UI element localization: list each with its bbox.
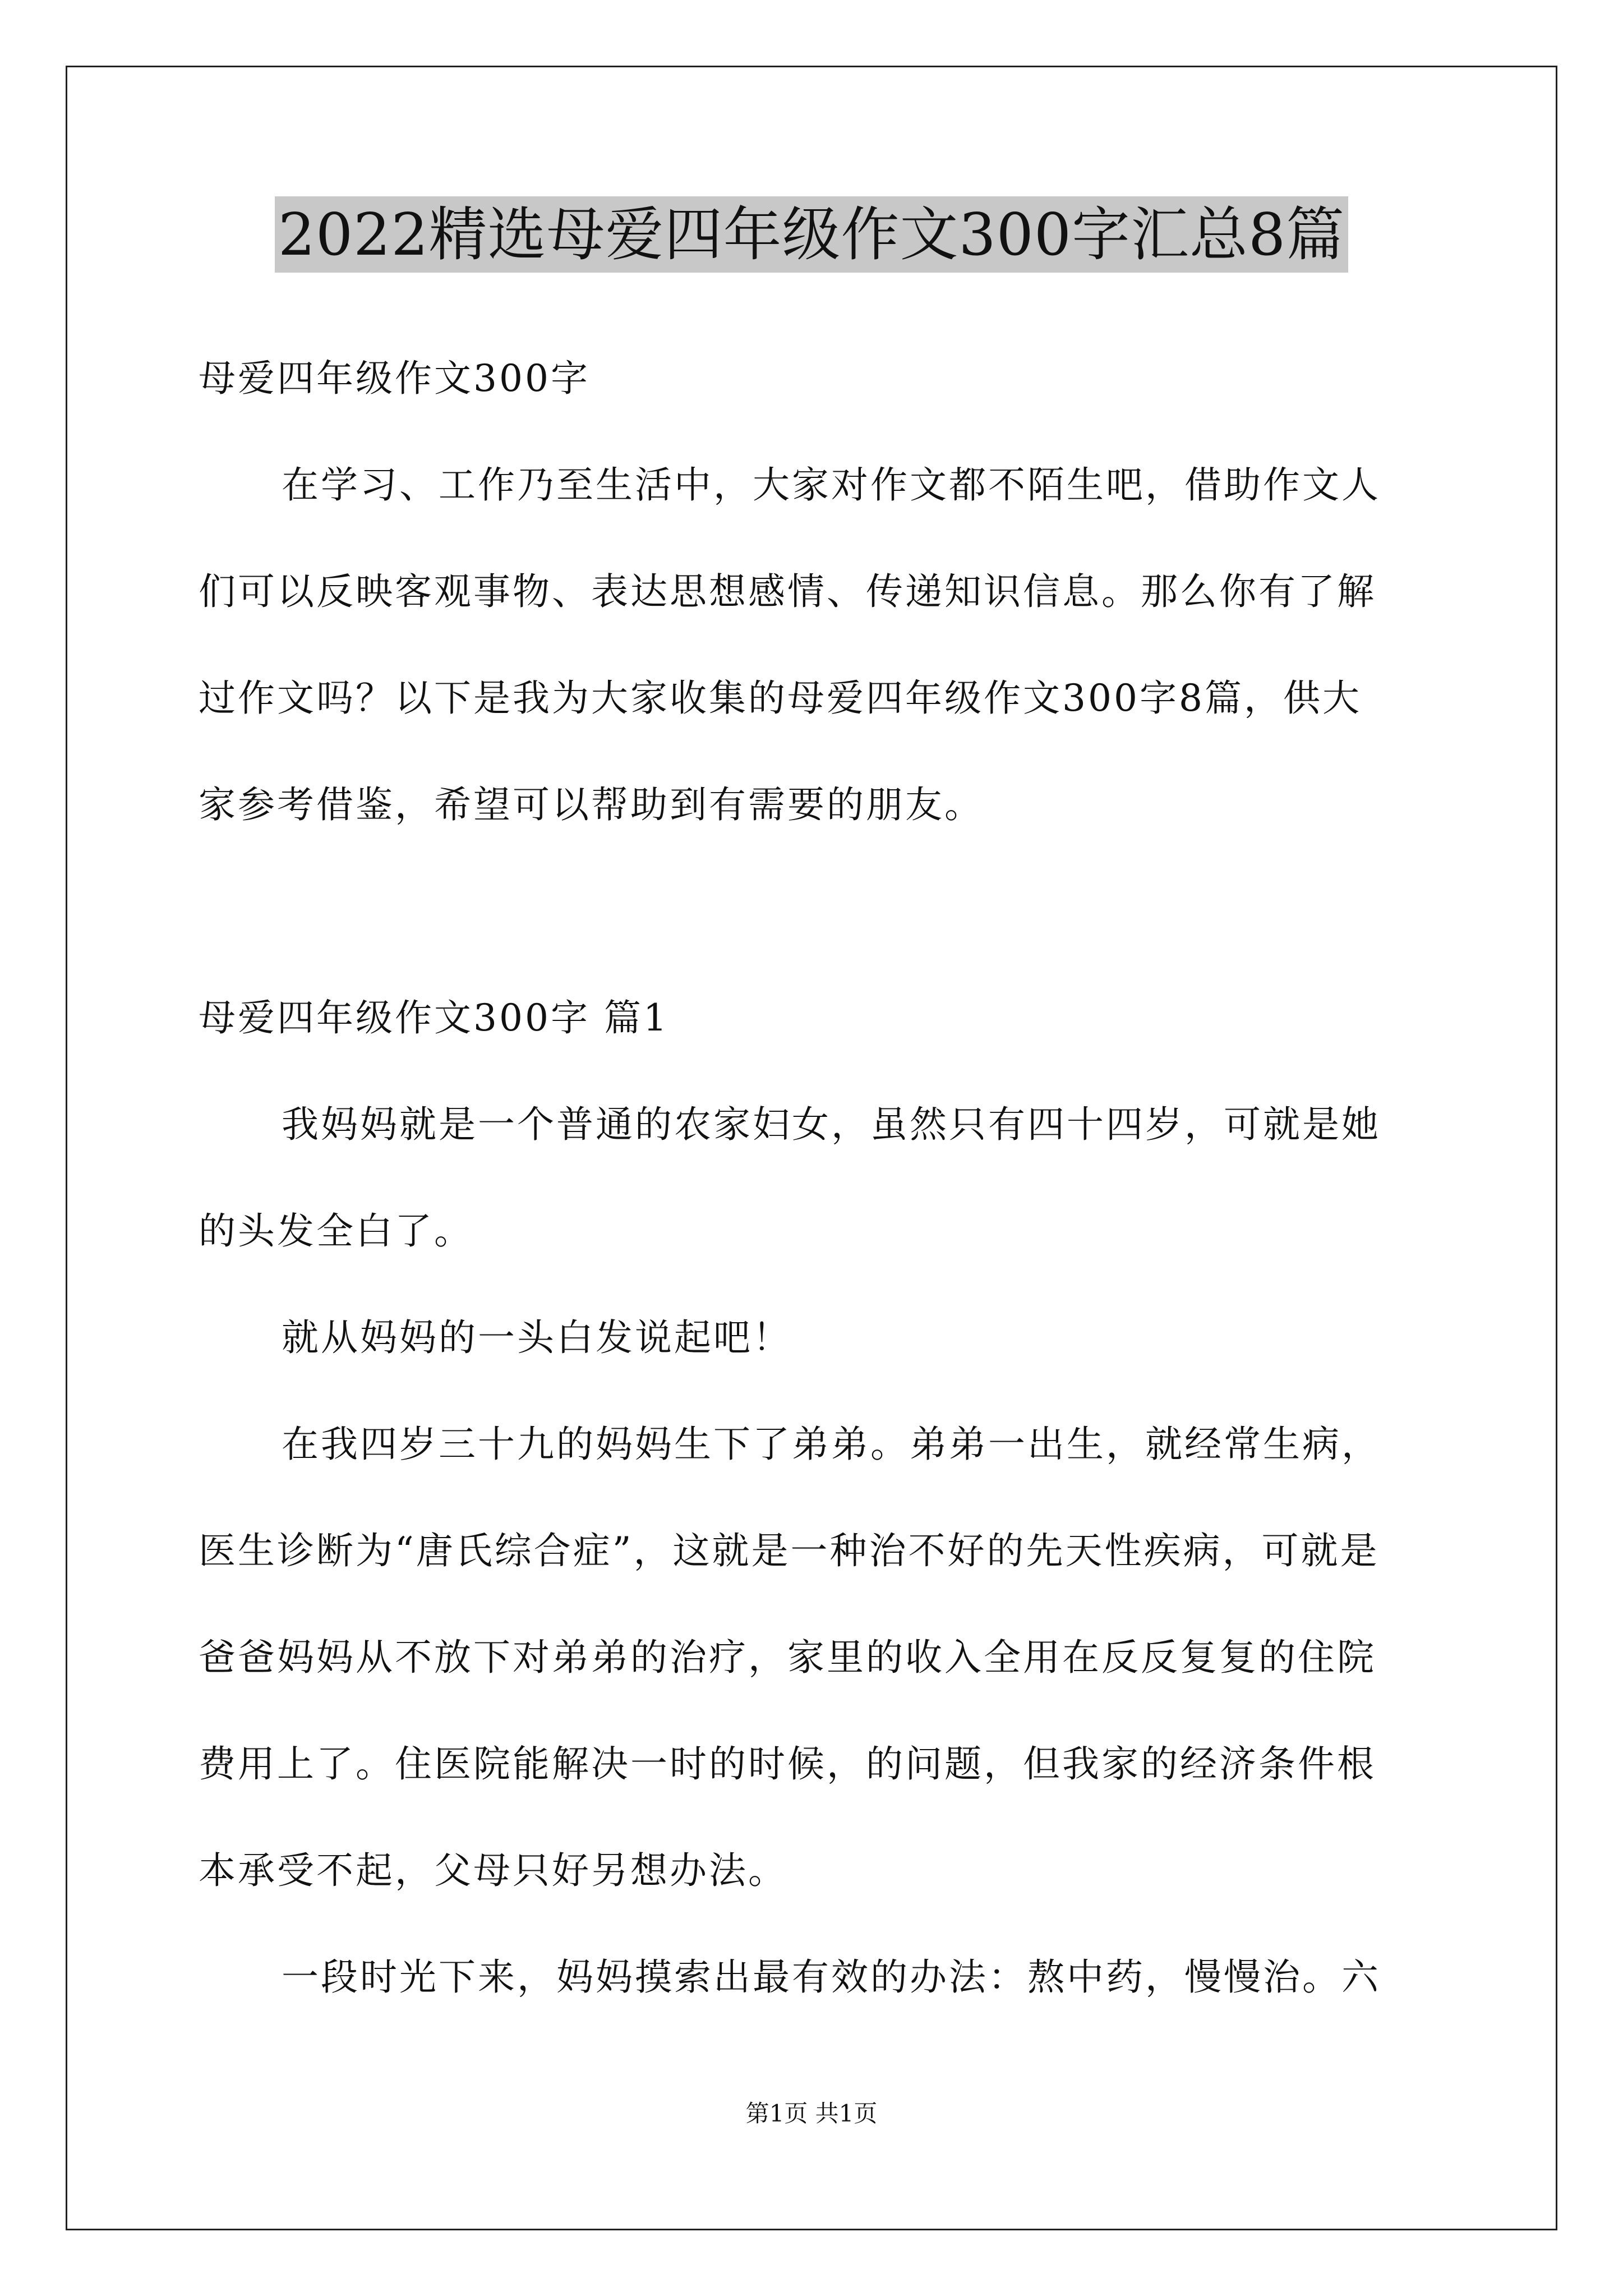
paragraph-line: 们可以反映客观事物、表达思想感情、传递知识信息。那么你有了解: [199, 570, 1376, 613]
paragraph-line: 我妈妈就是一个普通的农家妇女，虽然只有四十四岁，可就是她: [282, 1103, 1381, 1146]
paragraph-line: 就从妈妈的一头白发说起吧！: [282, 1316, 792, 1359]
paragraph-line: 本承受不起，父母只好另想办法。: [199, 1849, 787, 1892]
section-heading: 母爱四年级作文300字 篇1: [199, 996, 669, 1039]
section-heading: 母爱四年级作文300字: [199, 357, 590, 400]
page-footer: 第1页 共1页: [745, 2100, 878, 2127]
paragraph-line: 爸爸妈妈从不放下对弟弟的治疗，家里的收入全用在反反复复的住院: [199, 1636, 1376, 1679]
title-container: [0, 196, 1623, 273]
paragraph-line: 在学习、工作乃至生活中，大家对作文都不陌生吧，借助作文人: [282, 463, 1381, 507]
paragraph-line: 一段时光下来，妈妈摸索出最有效的办法：熬中药，慢慢治。六: [282, 1955, 1381, 1999]
paragraph-line: 过作文吗？以下是我为大家收集的母爱四年级作文300字8篇，供大: [199, 677, 1362, 720]
paragraph-line: 家参考借鉴，希望可以帮助到有需要的朋友。: [199, 783, 984, 826]
paragraph-line: 在我四岁三十九的妈妈生下了弟弟。弟弟一出生，就经常生病，: [282, 1423, 1381, 1466]
paragraph-line: 费用上了。住医院能解决一时的时候，的问题，但我家的经济条件根: [199, 1742, 1376, 1786]
paragraph-line: 的头发全白了。: [199, 1209, 473, 1253]
document-title: 2022精选母爱四年级作文300字汇总8篇: [275, 196, 1348, 273]
paragraph-line: 医生诊断为“唐氏综合症”，这就是一种治不好的先天性疾病，可就是: [199, 1529, 1380, 1572]
